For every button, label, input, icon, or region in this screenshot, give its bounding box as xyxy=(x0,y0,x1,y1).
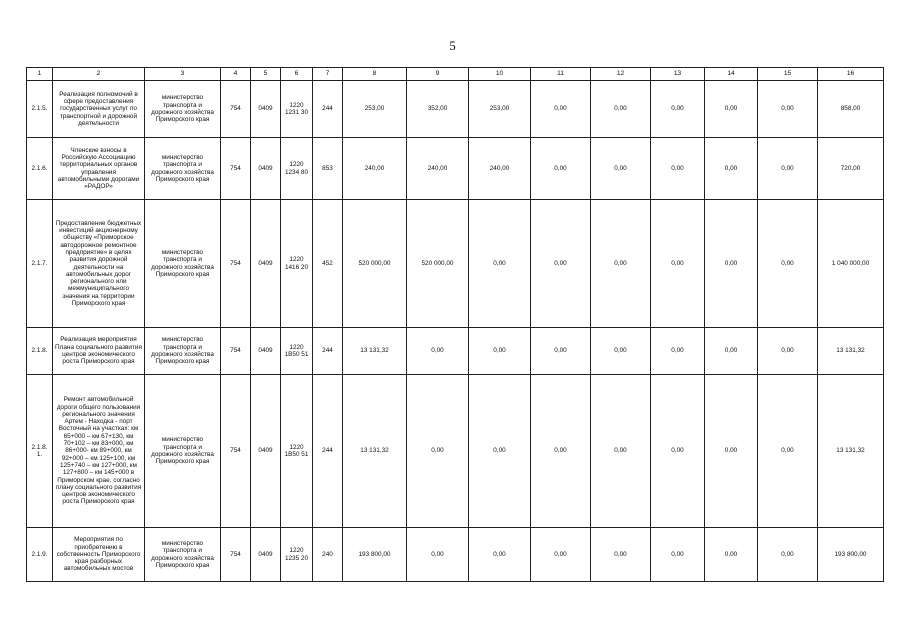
total-cell: 720,00 xyxy=(818,138,884,200)
table-row xyxy=(27,81,884,138)
column-header: 13 xyxy=(651,68,705,81)
row-agency: министерство транспорта и дорожного хозяйства Приморского края xyxy=(145,138,221,200)
value-cell: 0,00 xyxy=(591,138,651,200)
value-cell: 0,00 xyxy=(591,81,651,138)
value-cell: 253,00 xyxy=(469,81,531,138)
value-cell: 0,00 xyxy=(651,81,705,138)
row-agency: министерство транспорта и дорожного хозяйства Приморского края xyxy=(145,375,221,528)
value-cell: 0,00 xyxy=(531,328,591,375)
column-header: 6 xyxy=(281,68,313,81)
rzpr-code: 0409 xyxy=(251,81,281,138)
value-cell: 0,00 xyxy=(531,528,591,582)
value-cell: 0,00 xyxy=(651,200,705,328)
column-header: 10 xyxy=(469,68,531,81)
column-header: 14 xyxy=(705,68,758,81)
page-number: 5 xyxy=(449,38,456,53)
value-cell: 0,00 xyxy=(591,375,651,528)
column-header: 3 xyxy=(145,68,221,81)
value-cell: 240,00 xyxy=(407,138,469,200)
vr-code: 452 xyxy=(313,200,343,328)
rzpr-code: 0409 xyxy=(251,375,281,528)
vr-code: 853 xyxy=(313,138,343,200)
table-row xyxy=(27,375,884,528)
row-description: Ремонт автомобильной дороги общего пользования регионального значения Артем - Находка - порт Восточный на участках: км 65+000 – км 67+130, км 70+102 – км 83+000, км 86+000- км 89+000, км 92+000 – км 125+100, км 125+740 – км 127+000, км 127+800 – км 145+000 в Приморском крае, согласно плану социального развития центров экономического роста Приморского края xyxy=(53,375,145,528)
value-cell: 0,00 xyxy=(705,328,758,375)
column-header: 16 xyxy=(818,68,884,81)
row-description: Реализация мероприятия Плана социального развития центров экономического роста Приморского края xyxy=(53,328,145,375)
total-cell: 13 131,32 xyxy=(818,328,884,375)
value-cell: 193 800,00 xyxy=(343,528,407,582)
table-row xyxy=(27,138,884,200)
csr-code: 1220 1В50 51 xyxy=(281,375,313,528)
total-cell: 1 040 000,00 xyxy=(818,200,884,328)
table-row xyxy=(27,328,884,375)
rzpr-code: 0409 xyxy=(251,528,281,582)
value-cell: 0,00 xyxy=(531,81,591,138)
value-cell: 0,00 xyxy=(469,528,531,582)
value-cell: 0,00 xyxy=(705,138,758,200)
grbs-code: 754 xyxy=(221,375,251,528)
row-description: Мероприятия по приобретению в собственность Приморского края разборных автомобильных мостов xyxy=(53,528,145,582)
value-cell: 0,00 xyxy=(469,375,531,528)
value-cell: 0,00 xyxy=(469,328,531,375)
value-cell: 0,00 xyxy=(591,528,651,582)
row-description: Членские взносы в Российскую Ассоциацию территориальных органов управления автомобильными дорогами «РАДОР» xyxy=(53,138,145,200)
table-row xyxy=(27,528,884,582)
table-row xyxy=(27,200,884,328)
value-cell: 0,00 xyxy=(651,328,705,375)
row-agency: министерство транспорта и дорожного хозяйства Приморского края xyxy=(145,200,221,328)
value-cell: 240,00 xyxy=(343,138,407,200)
grbs-code: 754 xyxy=(221,328,251,375)
column-header: 4 xyxy=(221,68,251,81)
grbs-code: 754 xyxy=(221,528,251,582)
row-agency: министерство транспорта и дорожного хозяйства Приморского края xyxy=(145,528,221,582)
value-cell: 0,00 xyxy=(591,200,651,328)
value-cell: 0,00 xyxy=(758,528,818,582)
csr-code: 1220 1235 20 xyxy=(281,528,313,582)
value-cell: 0,00 xyxy=(407,375,469,528)
value-cell: 0,00 xyxy=(651,138,705,200)
row-number: 2.1.6. xyxy=(27,138,53,200)
value-cell: 0,00 xyxy=(407,528,469,582)
value-cell: 520 000,00 xyxy=(407,200,469,328)
row-number: 2.1.9. xyxy=(27,528,53,582)
row-number: 2.1.8. 1. xyxy=(27,375,53,528)
row-agency: министерство транспорта и дорожного хозяйства Приморского края xyxy=(145,81,221,138)
vr-code: 244 xyxy=(313,375,343,528)
column-header: 11 xyxy=(531,68,591,81)
value-cell: 0,00 xyxy=(531,138,591,200)
value-cell: 0,00 xyxy=(758,81,818,138)
value-cell: 0,00 xyxy=(705,375,758,528)
column-header: 2 xyxy=(53,68,145,81)
csr-code: 1220 1234 80 xyxy=(281,138,313,200)
value-cell: 0,00 xyxy=(705,528,758,582)
value-cell: 0,00 xyxy=(758,200,818,328)
grbs-code: 754 xyxy=(221,138,251,200)
value-cell: 0,00 xyxy=(758,328,818,375)
vr-code: 244 xyxy=(313,81,343,138)
grbs-code: 754 xyxy=(221,81,251,138)
vr-code: 240 xyxy=(313,528,343,582)
value-cell: 0,00 xyxy=(705,200,758,328)
value-cell: 0,00 xyxy=(758,138,818,200)
column-header: 15 xyxy=(758,68,818,81)
total-cell: 858,00 xyxy=(818,81,884,138)
rzpr-code: 0409 xyxy=(251,138,281,200)
row-agency: министерство транспорта и дорожного хозяйства Приморского края xyxy=(145,328,221,375)
value-cell: 0,00 xyxy=(651,528,705,582)
rzpr-code: 0409 xyxy=(251,328,281,375)
total-cell: 193 800,00 xyxy=(818,528,884,582)
column-header: 1 xyxy=(27,68,53,81)
csr-code: 1220 1416 20 xyxy=(281,200,313,328)
csr-code: 1220 1231 30 xyxy=(281,81,313,138)
column-header: 8 xyxy=(343,68,407,81)
column-header: 12 xyxy=(591,68,651,81)
column-header: 5 xyxy=(251,68,281,81)
row-description: Предоставление бюджетных инвестиций акционерному обществу «Приморское автодорожное ремонтное предприятие» в целях развития дорожной деятельности на автомобильных дорог регионального или межмуниципального значения на территории Приморского края xyxy=(53,200,145,328)
value-cell: 0,00 xyxy=(705,81,758,138)
value-cell: 0,00 xyxy=(469,200,531,328)
rzpr-code: 0409 xyxy=(251,200,281,328)
vr-code: 244 xyxy=(313,328,343,375)
table-body xyxy=(27,68,884,582)
value-cell: 520 000,00 xyxy=(343,200,407,328)
value-cell: 0,00 xyxy=(531,375,591,528)
value-cell: 253,00 xyxy=(343,81,407,138)
value-cell: 13 131,32 xyxy=(343,375,407,528)
value-cell: 0,00 xyxy=(758,375,818,528)
value-cell: 0,00 xyxy=(531,200,591,328)
row-number: 2.1.8. xyxy=(27,328,53,375)
row-number: 2.1.5. xyxy=(27,81,53,138)
column-header: 9 xyxy=(407,68,469,81)
value-cell: 0,00 xyxy=(591,328,651,375)
row-description: Реализация полномочий в сфере предоставления государственных услуг по транспортной и дорожной деятельности xyxy=(53,81,145,138)
value-cell: 13 131,32 xyxy=(343,328,407,375)
value-cell: 352,00 xyxy=(407,81,469,138)
csr-code: 1220 1В50 51 xyxy=(281,328,313,375)
row-number: 2.1.7. xyxy=(27,200,53,328)
column-header: 7 xyxy=(313,68,343,81)
total-cell: 13 131,32 xyxy=(818,375,884,528)
budget-table xyxy=(26,67,884,582)
value-cell: 0,00 xyxy=(407,328,469,375)
value-cell: 240,00 xyxy=(469,138,531,200)
grbs-code: 754 xyxy=(221,200,251,328)
value-cell: 0,00 xyxy=(651,375,705,528)
header-row xyxy=(27,68,884,81)
